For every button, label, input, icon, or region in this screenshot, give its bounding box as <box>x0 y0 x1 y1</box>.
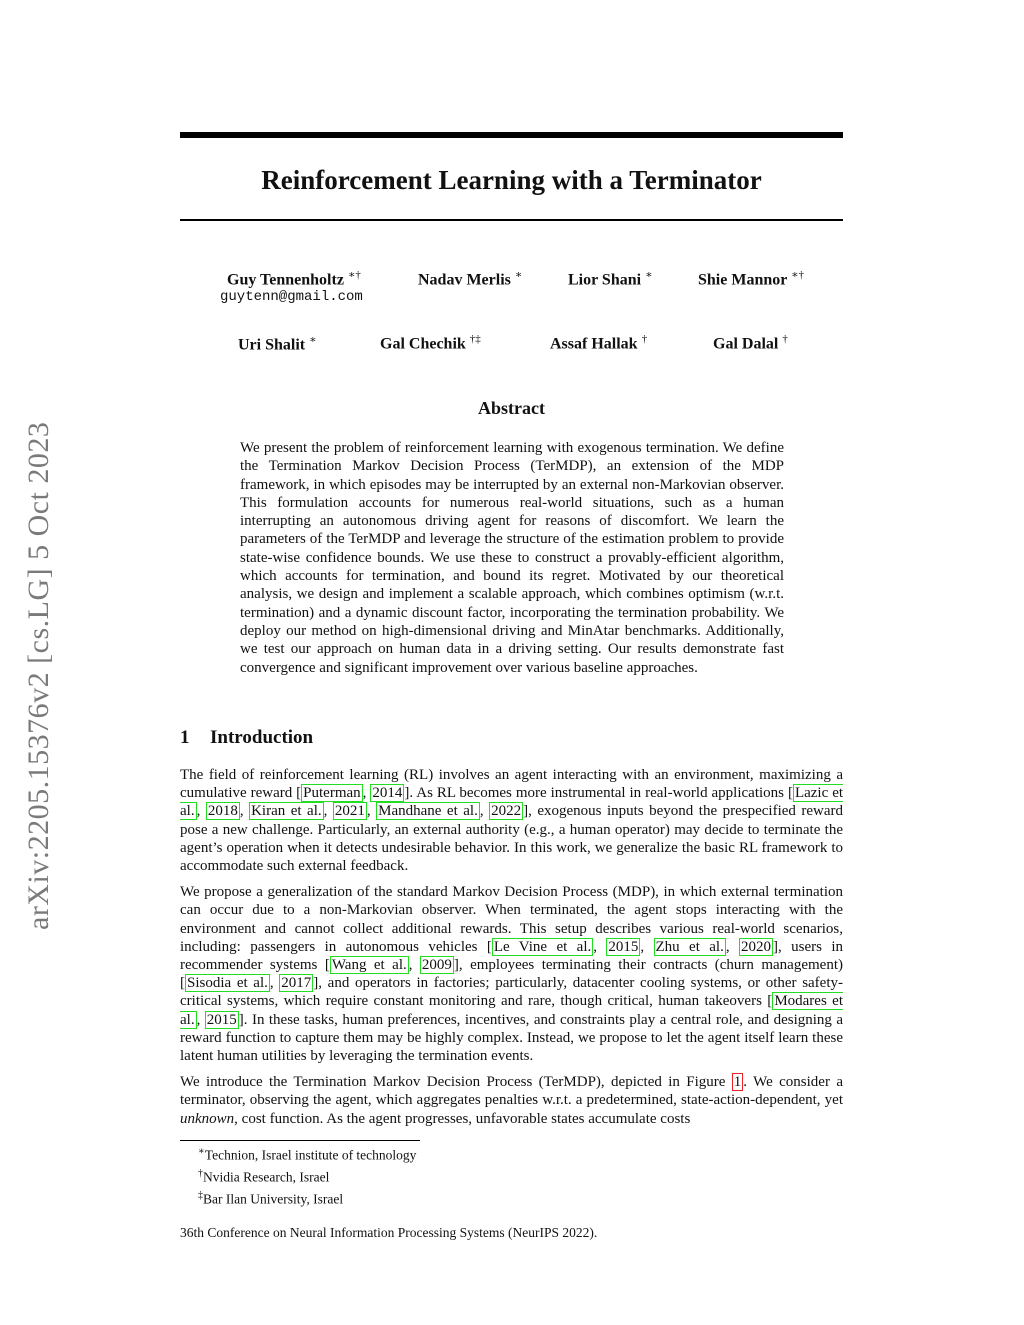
text-run: . We consider a terminator, observing the agent, which aggregates penalties w.r.t. a predetermined, state-action-dependent, yet <box>180 1074 843 1109</box>
footnote-rule <box>180 1140 420 1141</box>
author-marks: †‡ <box>469 333 481 345</box>
text-run: , cost function. As the agent progresses, unfavorable states accumulate costs <box>234 1110 691 1127</box>
section-title: Introduction <box>210 727 314 748</box>
text-run: We propose a generalization of the standard Markov Decision Process (MDP), in which external termination can occur due to a non-Markovian observer. When terminated, the agent stops interacting with the environment and cannot collect additional rewards. This setup describes various real-world scenarios, including: passengers in autonomous vehicles [ <box>180 884 843 955</box>
arxiv-stamp: arXiv:2205.15376v2 [cs.LG] 5 Oct 2023 <box>22 421 55 930</box>
author-name: Lior Shani <box>568 271 642 289</box>
author <box>568 268 653 289</box>
author-marks: ∗† <box>791 269 805 281</box>
footnotes <box>198 1143 416 1209</box>
section-number: 1 <box>180 727 190 748</box>
citation-link[interactable]: Sisodia et al. <box>187 975 268 992</box>
text-run: We introduce the Termination Markov Decision Process (TerMDP), depicted in Figure <box>180 1074 732 1091</box>
author-name: Gal Dalal <box>713 335 779 353</box>
author <box>227 268 361 289</box>
section-heading <box>180 727 313 749</box>
citation-link[interactable]: 2018 <box>207 803 238 820</box>
citation-link[interactable]: 2017 <box>281 975 312 992</box>
author-email[interactable]: guytenn@gmail.com <box>220 289 363 305</box>
citation-link[interactable]: Lazic et al. <box>180 785 844 820</box>
citation-link[interactable]: Le Vine et al. <box>493 938 592 955</box>
citation-link[interactable]: 2009 <box>421 957 452 974</box>
author-name: Assaf Hallak <box>550 335 638 353</box>
author-name: Gal Chechik <box>380 335 466 353</box>
author <box>418 268 522 289</box>
text-run: ], exogenous inputs beyond the prespecified reward pose a new challenge. Particularly, an external authority (e.g., a human operator) may decide to terminate the agent’s operation when it detects undesirable behavior. In this work, we generalize the basic RL framework to accommodate such external feedback. <box>180 803 844 875</box>
footnote: †Nvidia Research, Israel <box>198 1168 330 1185</box>
citation-link[interactable]: Zhu et al. <box>655 938 724 955</box>
author <box>238 333 317 354</box>
footnote: ‡Bar Ilan University, Israel <box>198 1190 344 1207</box>
body-text <box>180 766 843 1136</box>
text-run: The field of reinforcement learning (RL) involves an agent interacting with an environment, maximizing a cumulative reward [ <box>180 767 843 802</box>
author-name: Shie Mannor <box>698 271 788 289</box>
paragraph: The field of reinforcement learning (RL) involves an agent interacting with an environment, maximizing a cumulative reward [ Puterman , 2014 ]. As RL becomes more instrumental in real-world applications [ Lazic et al. , 2018 , Kiran et al. , 2021 , Mandhane et al. , 2022 ], exogenous inputs beyond the prespecified reward pose a new challenge. Particularly, an external authority (e.g., a human operator) may decide to terminate the agent’s operation when it detects undesirable behavior. In this work, we generalize the basic RL framework to accommodate such external feedback. <box>180 767 844 875</box>
author <box>713 333 788 353</box>
citation-link[interactable]: 2015 <box>206 1011 237 1028</box>
paragraph: We propose a generalization of the standard Markov Decision Process (MDP), in which external termination can occur due to a non-Markovian observer. When terminated, the agent stops interacting with the environment and cannot collect additional rewards. This setup describes various real-world scenarios, including: passengers in autonomous vehicles [ Le Vine et al. , 2015 , Zhu et al. , 2020 ], users in recommender systems [ Wang et al. , 2009 ], employees terminating their contracts (churn management) [ Sisodia et al. , 2017 ], and operators in factories; particularly, datacenter cooling systems, or other safety-critical systems, which require constant monitoring and rare, though critical, human takeovers [ Modares et al. , 2015 ]. In these tasks, human preferences, incentives, and constraints play a central role, and designing a reward function to capture them may be highly complex. Instead, we propose to let the agent itself learn these latent human utilities by leveraging the termination events. <box>180 884 844 1065</box>
citation-link[interactable]: Wang et al. <box>331 957 407 974</box>
citation-link[interactable]: Puterman <box>303 785 361 802</box>
citation-link[interactable]: 2021 <box>334 803 365 820</box>
citation-link[interactable]: Mandhane et al. <box>378 803 478 820</box>
abstract-text: We present the problem of reinforcement learning with exogenous termination. We define the Termination Markov Decision Process (TerMDP), an extension of the MDP framework, in which episodes may be interrupted by an external non-Markovian observer. This formulation accounts for numerous real-world situations, such as a human interrupting an autonomous driving agent for reasons of discomfort. We learn the parameters of the TerMDP and leverage the structure of the estimation problem to provide state-wise confidence bounds. We use these to construct a provably-efficient algorithm, which accounts for termination, and bound its regret. Motivated by our theoretical analysis, we design and implement a scalable approach, which combines optimism (w.r.t. termination) and a dynamic discount factor, incorporating the termination probability. We deploy our method on high-dimensional driving and MinAtar benchmarks. Additionally, we test our approach on human data in a driving setting. Our results demonstrate fast convergence and significant improvement over various baseline approaches. <box>240 440 784 676</box>
author-marks: ∗ <box>309 334 317 346</box>
title-top-rule <box>180 132 843 138</box>
citation-link[interactable]: 2022 <box>491 803 522 820</box>
figure-reference-link[interactable]: 1 <box>733 1074 742 1091</box>
author-name: Uri Shalit <box>238 336 306 354</box>
text-run: ], users in recommender systems [ <box>180 938 844 974</box>
conference-note: 36th Conference on Neural Information Processing Systems (NeurIPS 2022). <box>180 1225 598 1240</box>
footnote: ∗Technion, Israel institute of technology <box>198 1146 417 1163</box>
author-marks: † <box>782 333 788 345</box>
author-name: Guy Tennenholtz <box>227 271 344 289</box>
text-run: ], employees terminating their contracts (churn management) [ <box>180 957 843 992</box>
author <box>550 333 647 353</box>
author-marks: ∗ <box>514 269 523 281</box>
author-marks: ∗† <box>347 269 361 281</box>
citation-link[interactable]: Kiran et al. <box>251 803 322 820</box>
citation-link[interactable]: Modares et al. <box>180 993 844 1028</box>
paper-title: Reinforcement Learning with a Terminator <box>261 165 762 195</box>
title-bottom-rule <box>180 219 843 221</box>
author-marks: † <box>641 333 648 345</box>
citation-link[interactable]: 2015 <box>608 938 639 955</box>
author <box>380 333 481 353</box>
citation-link[interactable]: 2014 <box>372 785 403 802</box>
emphasis: unknown <box>180 1110 235 1127</box>
citation-link[interactable]: 2020 <box>741 938 771 955</box>
author-name: Nadav Merlis <box>418 271 511 289</box>
text-run: ]. As RL becomes more instrumental in real-world applications [ <box>404 785 793 802</box>
author-marks: ∗ <box>645 269 653 281</box>
paragraph <box>180 1073 843 1128</box>
text-run: ], and operators in factories; particularly, datacenter cooling systems, or other safety-critical systems, which require constant monitoring and rare, though critical, human takeovers [ <box>180 975 843 1010</box>
text-run: ]. In these tasks, human preferences, incentives, and constraints play a central role, and designing a reward function to capture them may be highly complex. Instead, we propose to let the agent itself learn these latent human utilities by leveraging the termination events. <box>180 1011 843 1065</box>
abstract-heading: Abstract <box>478 398 545 418</box>
author <box>698 268 804 289</box>
